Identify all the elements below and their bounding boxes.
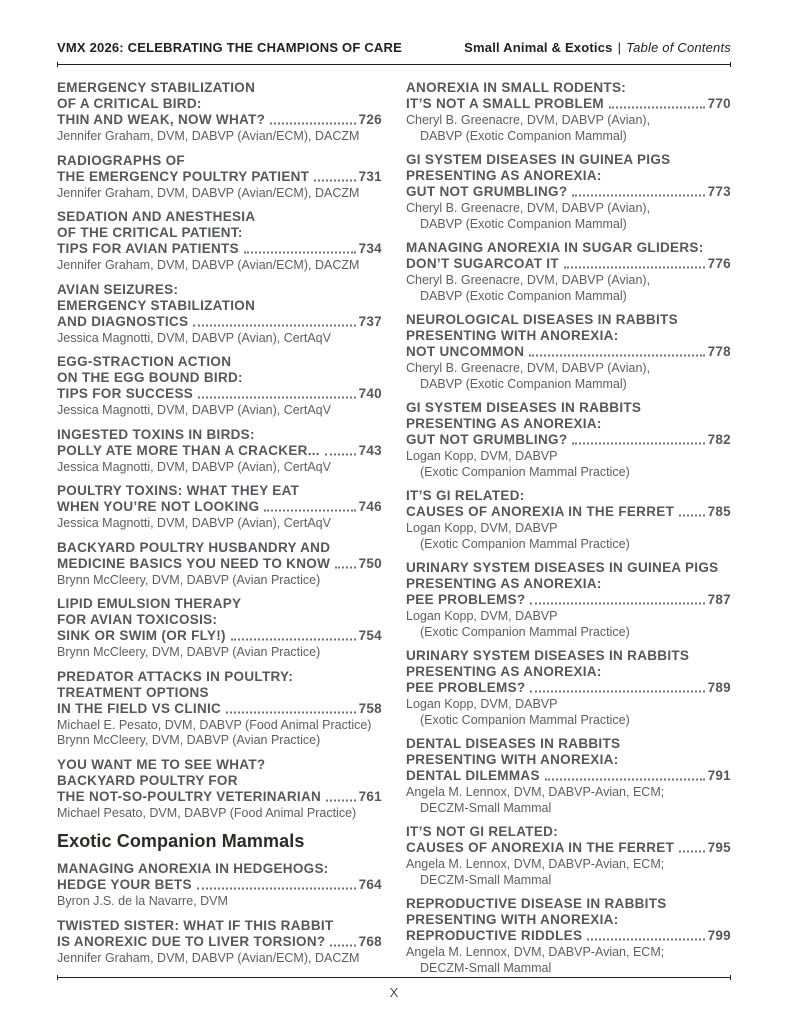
header-breadcrumb <box>464 40 731 55</box>
toc-entry-title <box>57 427 382 459</box>
author-line: Jennifer Graham, DVM, DABVP (Avian/ECM), DACZM <box>57 950 360 965</box>
title-line <box>57 556 382 572</box>
toc-entry <box>406 488 731 552</box>
title-line <box>57 386 382 402</box>
author-line: Jennifer Graham, DVM, DABVP (Avian/ECM), DACZM <box>57 185 360 200</box>
title-line: LIPID EMULSION THERAPY <box>57 596 242 611</box>
toc-entry-title <box>406 80 731 112</box>
dot-leader <box>529 355 704 357</box>
toc-entry <box>406 240 731 304</box>
title-line <box>406 928 731 944</box>
toc-entry-authors <box>57 516 382 532</box>
toc-entry <box>406 400 731 480</box>
toc-label: Table of Contents <box>626 40 731 55</box>
title-line: AVIAN SEIZURES: <box>57 281 179 297</box>
toc-entry-title <box>406 824 731 856</box>
title-text: HEDGE YOUR BETS <box>57 877 192 892</box>
title-line: URINARY SYSTEM DISEASES IN GUINEA PIGS <box>406 560 719 575</box>
toc-entry <box>57 427 382 476</box>
toc-entry <box>57 153 382 202</box>
title-text: REPRODUCTIVE RIDDLES <box>406 928 583 943</box>
page-number: 731 <box>358 168 382 184</box>
toc-entry-authors <box>406 201 731 232</box>
title-line: MANAGING ANOREXIA IN SUGAR GLIDERS: <box>406 240 704 255</box>
toc-entry-title <box>57 540 382 572</box>
toc-entry <box>57 669 382 749</box>
toc-entry-authors <box>57 186 382 202</box>
toc-entry-authors <box>57 258 382 274</box>
page-number: 791 <box>707 768 731 783</box>
page-number: 764 <box>358 877 382 892</box>
page-number: 770 <box>707 96 731 111</box>
toc-entry-title <box>57 354 382 402</box>
author-line: Cheryl B. Greenacre, DVM, DABVP (Avian), <box>406 201 651 215</box>
author-line: Logan Kopp, DVM, DABVP <box>406 697 558 711</box>
title-line <box>57 169 382 185</box>
toc-entry <box>57 483 382 532</box>
title-line: IT’S GI RELATED: <box>406 488 525 503</box>
page-number: 734 <box>358 241 382 256</box>
title-text: IN THE FIELD VS CLINIC <box>57 700 222 716</box>
title-line: GI SYSTEM DISEASES IN RABBITS <box>406 400 642 415</box>
title-line: YOU WANT ME TO SEE WHAT? <box>57 756 266 772</box>
header-divider: | <box>617 40 622 55</box>
toc-entry <box>57 80 382 145</box>
title-line <box>57 934 382 950</box>
page-number: 737 <box>358 313 382 329</box>
toc-entry-authors <box>406 609 731 640</box>
title-text: THE NOT-SO-POULTRY VETERINARIAN <box>57 788 322 804</box>
title-line: RADIOGRAPHS OF <box>57 152 185 168</box>
toc-entry-title <box>57 80 382 128</box>
toc-entry-authors <box>406 945 731 976</box>
page-number: 758 <box>358 700 382 716</box>
section-heading: Exotic Companion Mammals <box>57 831 305 851</box>
dot-leader <box>325 453 356 455</box>
title-line: PRESENTING AS ANOREXIA: <box>406 416 602 431</box>
title-text: PEE PROBLEMS? <box>406 680 526 695</box>
toc-entry-authors <box>57 331 382 347</box>
title-line <box>57 314 382 330</box>
title-line: INGESTED TOXINS IN BIRDS: <box>57 426 255 442</box>
toc-entry-title <box>406 312 731 360</box>
title-line: POULTRY TOXINS: WHAT THEY EAT <box>57 483 300 498</box>
author-line: DABVP (Exotic Companion Mammal) <box>420 376 627 391</box>
title-line: PRESENTING WITH ANOREXIA: <box>406 752 619 767</box>
toc-entry-authors <box>57 129 382 145</box>
page-number: 795 <box>707 840 731 855</box>
toc-entry-authors <box>406 273 731 304</box>
toc-entry-title <box>57 209 382 257</box>
toc-entry <box>406 824 731 888</box>
title-text: CAUSES OF ANOREXIA IN THE FERRET <box>406 504 675 519</box>
toc-entry-title <box>57 596 382 644</box>
toc-entry <box>406 736 731 816</box>
toc-entry-title <box>57 918 382 950</box>
footer-rule <box>57 977 731 978</box>
page-number: 787 <box>707 592 731 607</box>
toc-entry-authors <box>57 573 382 589</box>
title-line <box>406 592 731 608</box>
page-number: 743 <box>358 442 382 458</box>
author-line: Angela M. Lennox, DVM, DABVP-Avian, ECM; <box>406 945 665 959</box>
title-text: GUT NOT GRUMBLING? <box>406 184 568 199</box>
toc-entry-title <box>406 736 731 784</box>
title-line: MANAGING ANOREXIA IN HEDGEHOGS: <box>57 861 329 876</box>
toc-entry-title <box>406 152 731 200</box>
author-line: (Exotic Companion Mammal Practice) <box>420 464 630 479</box>
header-rule <box>57 64 731 65</box>
author-line: Byron J.S. de la Navarre, DVM <box>57 894 228 908</box>
author-line: (Exotic Companion Mammal Practice) <box>420 536 630 551</box>
toc-entry <box>406 80 731 144</box>
author-line: Jessica Magnotti, DVM, DABVP (Avian), CertAqV <box>57 403 331 417</box>
toc-entry-authors <box>406 449 731 480</box>
author-line: Logan Kopp, DVM, DABVP <box>406 609 558 623</box>
title-line: ON THE EGG BOUND BIRD: <box>57 370 243 385</box>
toc-entry-authors <box>57 951 382 967</box>
dot-leader <box>226 711 355 713</box>
title-line <box>406 768 731 784</box>
author-line: Jessica Magnotti, DVM, DABVP (Avian), CertAqV <box>57 516 331 530</box>
title-text: GUT NOT GRUMBLING? <box>406 432 568 447</box>
title-text: CAUSES OF ANOREXIA IN THE FERRET <box>406 840 675 855</box>
dot-leader <box>545 779 705 781</box>
title-line: OF A CRITICAL BIRD: <box>57 96 202 111</box>
section-label: Small Animal & Exotics <box>464 40 613 55</box>
title-line: PRESENTING AS ANOREXIA: <box>406 576 602 591</box>
author-line: Logan Kopp, DVM, DABVP <box>406 449 558 463</box>
title-line <box>406 96 731 112</box>
page-number: 768 <box>358 933 382 949</box>
toc-entry-authors <box>406 857 731 888</box>
toc-entry-title <box>406 896 731 944</box>
title-line: BACKYARD POULTRY FOR <box>57 772 238 788</box>
author-line: DABVP (Exotic Companion Mammal) <box>420 128 627 143</box>
title-text: PEE PROBLEMS? <box>406 592 526 607</box>
page-number: 785 <box>707 504 731 519</box>
toc-entry-authors <box>57 806 382 822</box>
title-line <box>57 877 382 893</box>
toc-entry <box>406 312 731 392</box>
title-line <box>57 628 382 644</box>
toc-entry-authors <box>406 361 731 392</box>
toc-entry-title <box>57 153 382 185</box>
dot-leader <box>679 851 704 853</box>
dot-leader <box>572 443 704 445</box>
title-line: TWISTED SISTER: WHAT IF THIS RABBIT <box>57 917 334 933</box>
page-number: 750 <box>358 555 382 571</box>
toc-entry-title <box>406 488 731 520</box>
author-line: Jennifer Graham, DVM, DABVP (Avian/ECM), DACZM <box>57 258 360 272</box>
author-line: Jessica Magnotti, DVM, DABVP (Avian), CertAqV <box>57 459 331 474</box>
dot-leader <box>193 324 355 326</box>
title-text: DON’T SUGARCOAT IT <box>406 256 559 271</box>
title-line: BACKYARD POULTRY HUSBANDRY AND <box>57 539 331 555</box>
title-line <box>57 701 382 717</box>
author-line: DABVP (Exotic Companion Mammal) <box>420 288 627 303</box>
title-text: AND DIAGNOSTICS <box>57 313 189 329</box>
toc-entry-authors <box>57 403 382 419</box>
title-line: URINARY SYSTEM DISEASES IN RABBITS <box>406 648 690 663</box>
author-line: Brynn McCleery, DVM, DABVP (Avian Practice) <box>57 645 321 659</box>
toc-entry-title <box>406 560 731 608</box>
page-number: 799 <box>707 928 731 943</box>
author-line: Cheryl B. Greenacre, DVM, DABVP (Avian), <box>406 361 651 375</box>
page-number: 746 <box>358 499 382 514</box>
folio-page-number: X <box>389 985 399 1000</box>
dot-leader <box>572 195 704 197</box>
toc-entry-authors <box>406 785 731 816</box>
title-line: DENTAL DISEASES IN RABBITS <box>406 736 621 751</box>
conference-title: VMX 2026: CELEBRATING THE CHAMPIONS OF CARE <box>57 40 402 55</box>
title-line <box>57 112 382 128</box>
author-line: DECZM-Small Mammal <box>420 872 552 887</box>
toc-entry <box>406 152 731 232</box>
toc-entry <box>57 209 382 274</box>
page-number: 754 <box>358 628 382 643</box>
title-text: IT’S NOT A SMALL PROBLEM <box>406 96 604 111</box>
title-text: SINK OR SWIM (OR FLY!) <box>57 628 226 643</box>
author-line: Cheryl B. Greenacre, DVM, DABVP (Avian), <box>406 113 651 127</box>
dot-leader <box>231 639 356 641</box>
toc-entry <box>57 354 382 419</box>
toc-entry <box>406 560 731 640</box>
toc-entry <box>57 282 382 347</box>
dot-leader <box>609 107 705 109</box>
dot-leader <box>679 515 704 517</box>
dot-leader <box>530 691 704 693</box>
title-line <box>57 499 382 515</box>
page-number: 789 <box>707 680 731 695</box>
title-text: POLLY ATE MORE THAN A CRACKER... <box>57 442 320 458</box>
toc-entry-authors <box>406 113 731 144</box>
dot-leader <box>244 252 356 254</box>
toc-entry-authors <box>57 460 382 476</box>
toc-entry-authors <box>57 894 382 910</box>
title-line: GI SYSTEM DISEASES IN GUINEA PIGS <box>406 152 671 167</box>
dot-leader <box>587 939 704 941</box>
title-line: PRESENTING WITH ANOREXIA: <box>406 912 619 927</box>
toc-column-right <box>406 80 731 977</box>
title-text: NOT UNCOMMON <box>406 344 525 359</box>
title-line: EGG-STRACTION ACTION <box>57 354 232 369</box>
title-text: DENTAL DILEMMAS <box>406 768 540 783</box>
title-line: TREATMENT OPTIONS <box>57 684 209 700</box>
toc-entry-title <box>406 648 731 696</box>
author-line: Michael Pesato, DVM, DABVP (Food Animal Practice) <box>57 805 357 820</box>
title-line <box>406 256 731 272</box>
toc-columns <box>57 80 731 977</box>
toc-entry-title <box>406 400 731 448</box>
page-header <box>57 40 731 65</box>
title-line: ANOREXIA IN SMALL RODENTS: <box>406 80 627 95</box>
page-number: 726 <box>358 112 382 127</box>
toc-entry <box>57 757 382 822</box>
title-line: REPRODUCTIVE DISEASE IN RABBITS <box>406 896 667 911</box>
title-line: OF THE CRITICAL PATIENT: <box>57 225 243 240</box>
dot-leader <box>530 603 704 605</box>
toc-entry-title <box>57 282 382 330</box>
title-line <box>406 840 731 856</box>
author-line: Cheryl B. Greenacre, DVM, DABVP (Avian), <box>406 273 651 287</box>
toc-entry <box>57 861 382 910</box>
title-line: PRESENTING WITH ANOREXIA: <box>406 328 619 343</box>
title-line <box>406 504 731 520</box>
title-line: PREDATOR ATTACKS IN POULTRY: <box>57 668 294 684</box>
title-text: THE EMERGENCY POULTRY PATIENT <box>57 168 310 184</box>
page-number: 776 <box>707 256 731 271</box>
toc-entry <box>57 540 382 589</box>
toc-entry <box>406 896 731 976</box>
author-line: DABVP (Exotic Companion Mammal) <box>420 216 627 231</box>
title-line <box>406 184 731 200</box>
dot-leader <box>330 944 355 946</box>
dot-leader <box>335 566 355 568</box>
toc-entry-authors <box>57 645 382 661</box>
title-text: MEDICINE BASICS YOU NEED TO KNOW <box>57 555 331 571</box>
title-line <box>406 344 731 360</box>
toc-entry-title <box>57 669 382 717</box>
title-line: FOR AVIAN TOXICOSIS: <box>57 612 218 627</box>
page-number: 761 <box>358 788 382 804</box>
title-line: PRESENTING AS ANOREXIA: <box>406 168 602 183</box>
title-line: PRESENTING AS ANOREXIA: <box>406 664 602 679</box>
toc-entry-title <box>406 240 731 272</box>
page-number: 782 <box>707 432 731 447</box>
title-line <box>406 680 731 696</box>
page-footer <box>57 977 731 1000</box>
title-line: NEUROLOGICAL DISEASES IN RABBITS <box>406 312 678 327</box>
title-line: EMERGENCY STABILIZATION <box>57 297 256 313</box>
author-line: (Exotic Companion Mammal Practice) <box>420 624 630 639</box>
toc-entry-title <box>57 483 382 515</box>
page-number: 773 <box>707 184 731 199</box>
page-number: 740 <box>358 386 382 401</box>
dot-leader <box>564 267 705 269</box>
toc-entry-title <box>57 757 382 805</box>
title-text: IS ANOREXIC DUE TO LIVER TORSION? <box>57 933 326 949</box>
author-line: Jessica Magnotti, DVM, DABVP (Avian), CertAqV <box>57 330 331 345</box>
dot-leader <box>326 799 356 801</box>
title-line <box>406 432 731 448</box>
toc-entry <box>57 918 382 967</box>
title-line: EMERGENCY STABILIZATION <box>57 80 256 95</box>
author-line: Brynn McCleery, DVM, DABVP (Avian Practice) <box>57 733 321 747</box>
title-text: TIPS FOR SUCCESS <box>57 386 194 401</box>
author-line: DECZM-Small Mammal <box>420 960 552 975</box>
toc-entry-authors <box>57 718 382 749</box>
author-line: Michael E. Pesato, DVM, DABVP (Food Animal Practice) <box>57 717 372 732</box>
author-line: Logan Kopp, DVM, DABVP <box>406 521 558 535</box>
title-line <box>57 443 382 459</box>
toc-column-left <box>57 80 382 977</box>
dot-leader <box>264 510 355 512</box>
author-line: Angela M. Lennox, DVM, DABVP-Avian, ECM; <box>406 785 665 799</box>
title-line: IT’S NOT GI RELATED: <box>406 824 558 839</box>
author-line: Jennifer Graham, DVM, DABVP (Avian/ECM), DACZM <box>57 129 360 143</box>
author-line: Brynn McCleery, DVM, DABVP (Avian Practice) <box>57 572 321 587</box>
toc-entry <box>57 596 382 661</box>
title-line <box>57 789 382 805</box>
page-number: 778 <box>707 344 731 359</box>
toc-entry-title <box>57 861 382 893</box>
toc-entry-authors <box>406 697 731 728</box>
dot-leader <box>314 179 355 181</box>
author-line: Angela M. Lennox, DVM, DABVP-Avian, ECM; <box>406 857 665 871</box>
author-line: (Exotic Companion Mammal Practice) <box>420 712 630 727</box>
title-line <box>57 241 382 257</box>
toc-entry-authors <box>406 521 731 552</box>
dot-leader <box>198 397 355 399</box>
author-line: DECZM-Small Mammal <box>420 800 552 815</box>
title-line: SEDATION AND ANESTHESIA <box>57 209 256 224</box>
dot-leader <box>270 123 355 125</box>
dot-leader <box>197 888 356 890</box>
title-text: TIPS FOR AVIAN PATIENTS <box>57 241 239 256</box>
title-text: THIN AND WEAK, NOW WHAT? <box>57 112 266 127</box>
title-text: WHEN YOU’RE NOT LOOKING <box>57 499 260 514</box>
toc-entry <box>406 648 731 728</box>
